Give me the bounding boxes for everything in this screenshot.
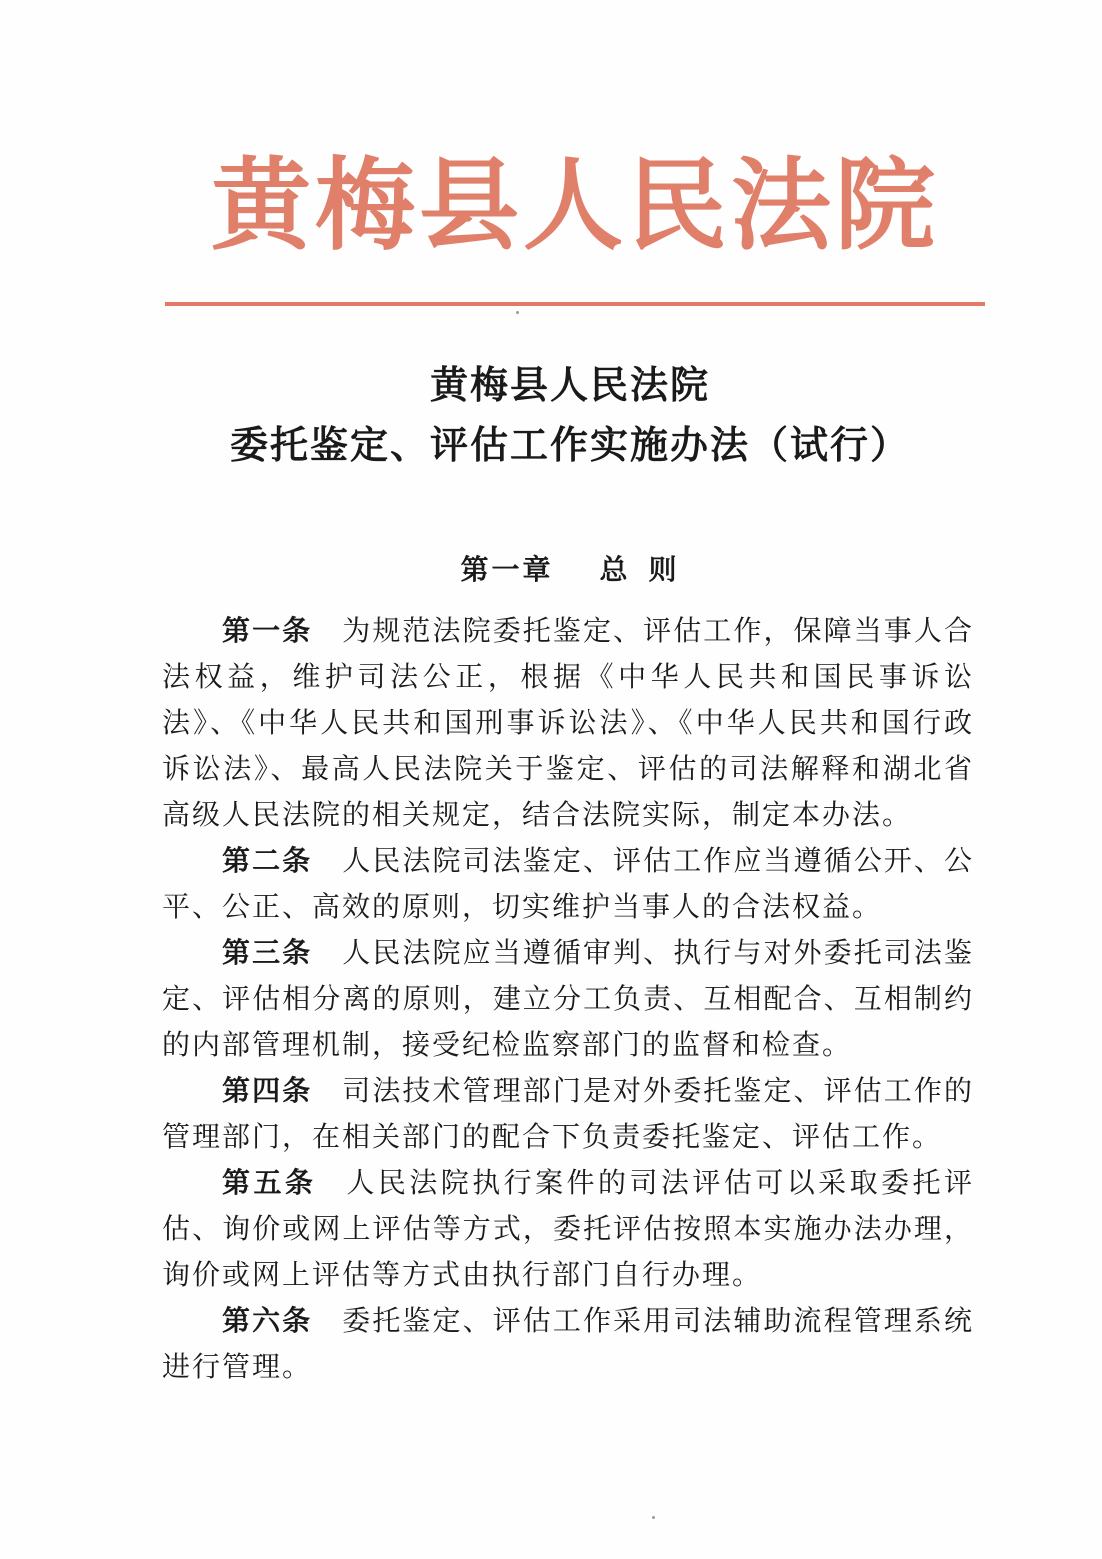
scan-speck	[652, 1516, 655, 1519]
article-number: 第六条	[222, 1304, 313, 1337]
article-text: 人民法院执行案件的司法评估可以采取委托评估、询价或网上评估等方式，委托评估按照本实施办法办理，询价或网上评估等方式由执行部门自行办理。	[162, 1166, 974, 1291]
document-body	[162, 608, 974, 1390]
document-title-line-1: 黄梅县人民法院	[429, 362, 710, 407]
article-4	[162, 1068, 974, 1160]
article-text: 人民法院司法鉴定、评估工作应当遵循公开、公平、公正、高效的原则，切实维护当事人的合法权益。	[162, 844, 974, 923]
article-text: 委托鉴定、评估工作采用司法辅助流程管理系统进行管理。	[162, 1304, 974, 1383]
article-text: 人民法院应当遵循审判、执行与对外委托司法鉴定、评估相分离的原则，建立分工负责、互相配合、互相制约的内部管理机制，接受纪检监察部门的监督和检查。	[162, 936, 974, 1061]
document-title-line-2: 委托鉴定、评估工作实施办法（试行）	[229, 422, 910, 467]
red-header-rule	[165, 302, 985, 306]
article-number: 第三条	[222, 936, 313, 969]
article-number: 第四条	[222, 1074, 313, 1107]
article-3	[162, 930, 974, 1068]
article-number: 第一条	[222, 614, 313, 647]
article-2	[162, 838, 974, 930]
article-text: 为规范法院委托鉴定、评估工作，保障当事人合法权益，维护司法公正，根据《中华人民共和国民事诉讼法》、《中华人民共和国刑事诉讼法》、《中华人民共和国行政诉讼法》、最高人民法院关于鉴定、评估的司法解释和湖北省高级人民法院的相关规定，结合法院实际，制定本办法。	[162, 614, 974, 831]
article-6	[162, 1298, 974, 1390]
chapter-number: 第一章	[460, 553, 554, 586]
article-text: 司法技术管理部门是对外委托鉴定、评估工作的管理部门，在相关部门的配合下负责委托鉴定、评估工作。	[162, 1074, 974, 1153]
scan-speck	[516, 311, 519, 314]
chapter-heading	[120, 548, 1020, 592]
chapter-name-part-2: 则	[648, 553, 680, 586]
article-5	[162, 1160, 974, 1298]
article-number: 第五条	[222, 1166, 317, 1199]
article-1	[162, 608, 974, 838]
masthead-title: 黄梅县人民法院	[211, 146, 939, 264]
article-number: 第二条	[222, 844, 313, 877]
chapter-name-part-1: 总	[599, 553, 631, 586]
